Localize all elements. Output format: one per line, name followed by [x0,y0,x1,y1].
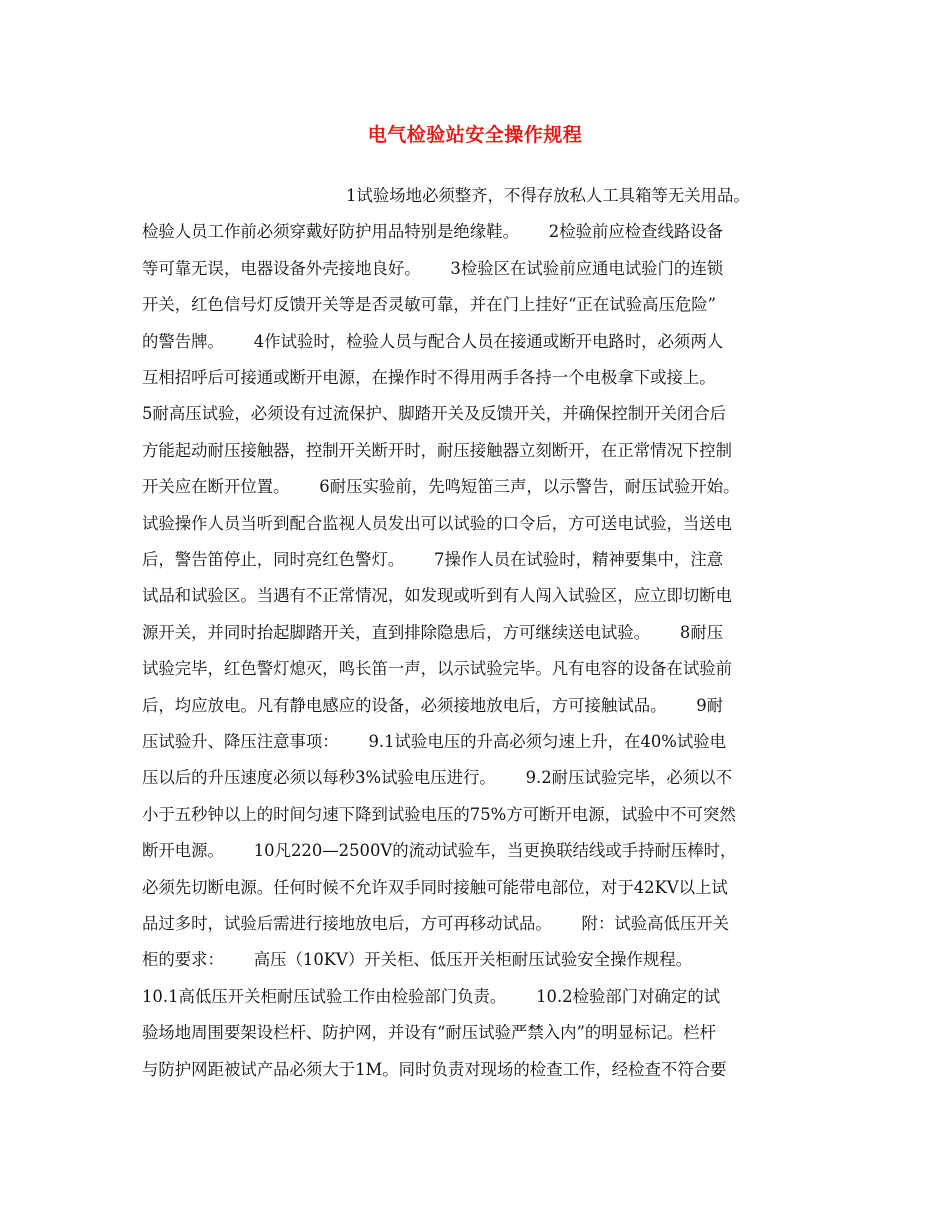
body-line: 试品和试验区。当遇有不正常情况，如发现或听到有人闯入试验区，应立即切断电 [142,586,733,606]
body-line: 必须先切断电源。任何时候不允许双手同时接触可能带电部位，对于42KV以上试 [142,877,728,897]
body-line: 5耐高压试验，必须设有过流保护、脚踏开关及反馈开关，并确保控制开关闭合后 [142,404,727,424]
body-line: 源开关，并同时抬起脚踏开关，直到排除隐患后，方可继续送电试验。 8耐压 [142,622,724,642]
body-line: 试验完毕，红色警灯熄灭，鸣长笛一声，以示试验完毕。凡有电容的设备在试验前 [142,659,733,679]
body-line: 与防护网距被试产品必须大于1M。同时负责对现场的检查工作，经检查不符合要 [142,1059,727,1079]
body-line: 1试验场地必须整齐，不得存放私人工具箱等无关用品。 [346,186,750,205]
body-line: 后，警告笛停止，同时亮红色警灯。 7操作人员在试验时，精神要集中，注意 [142,550,724,569]
body-line: 试验操作人员当听到配合监视人员发出可以试验的口令后，方可送电试验，当送电 [142,513,733,533]
body-line: 品过多时，试验后需进行接地放电后，方可再移动试品。 附：试验高低压开关 [142,914,730,933]
body-line: 检验人员工作前必须穿戴好防护用品特别是绝缘鞋。 2检验前应检查线路设备 [142,222,724,242]
body-line: 开关应在断开位置。 6耐压实验前，先鸣短笛三声，以示警告，耐压试验开始。 [142,477,740,497]
body-line: 后，均应放电。凡有静电感应的设备，必须接地放电后，方可接触试品。 9耐 [142,695,724,715]
body-line: 方能起动耐压接触器，控制开关断开时，耐压接触器立刻断开，在正常情况下控制 [142,440,733,460]
body-line: 压试验升、降压注意事项： 9.1试验电压的升高必须匀速上升，在40%试验电 [142,732,727,751]
document-title: 电气检验站安全操作规程 [367,124,583,146]
body-line: 柜的要求： 高压（10KV）开关柜、低压开关柜耐压试验安全操作规程。 [142,950,693,970]
body-line: 等可靠无误，电器设备外壳接地良好。 3检验区在试验前应通电试验门的连锁 [142,258,724,278]
body-line: 的警告牌。 4作试验时，检验人员与配合人员在接通或断开电路时，必须两人 [142,331,724,351]
body-line: 断开电源。 10凡220—2500V的流动试验车，当更换联结线或手持耐压棒时， [142,841,737,861]
body-line: 10.1高低压开关柜耐压试验工作由检验部门负责。 10.2检验部门对确定的试 [142,986,721,1006]
body-line: 小于五秒钟以上的时间匀速下降到试验电压的75%方可断开电源，试验中不可突然 [142,804,736,824]
body-line: 互相招呼后可接通或断开电源，在操作时不得用两手各持一个电极拿下或接上。 [142,368,716,387]
body-line: 验场地周围要架设栏杆、防护网，并设有“耐压试验严禁入内”的明显标记。栏杆 [142,1023,717,1043]
body-line: 开关，红色信号灯反馈开关等是否灵敏可靠，并在门上挂好“正在试验高压危险” [142,295,717,315]
body-line: 压以后的升压速度必须以每秒3%试验电压进行。 9.2耐压试验完毕，必须以不 [142,768,732,788]
